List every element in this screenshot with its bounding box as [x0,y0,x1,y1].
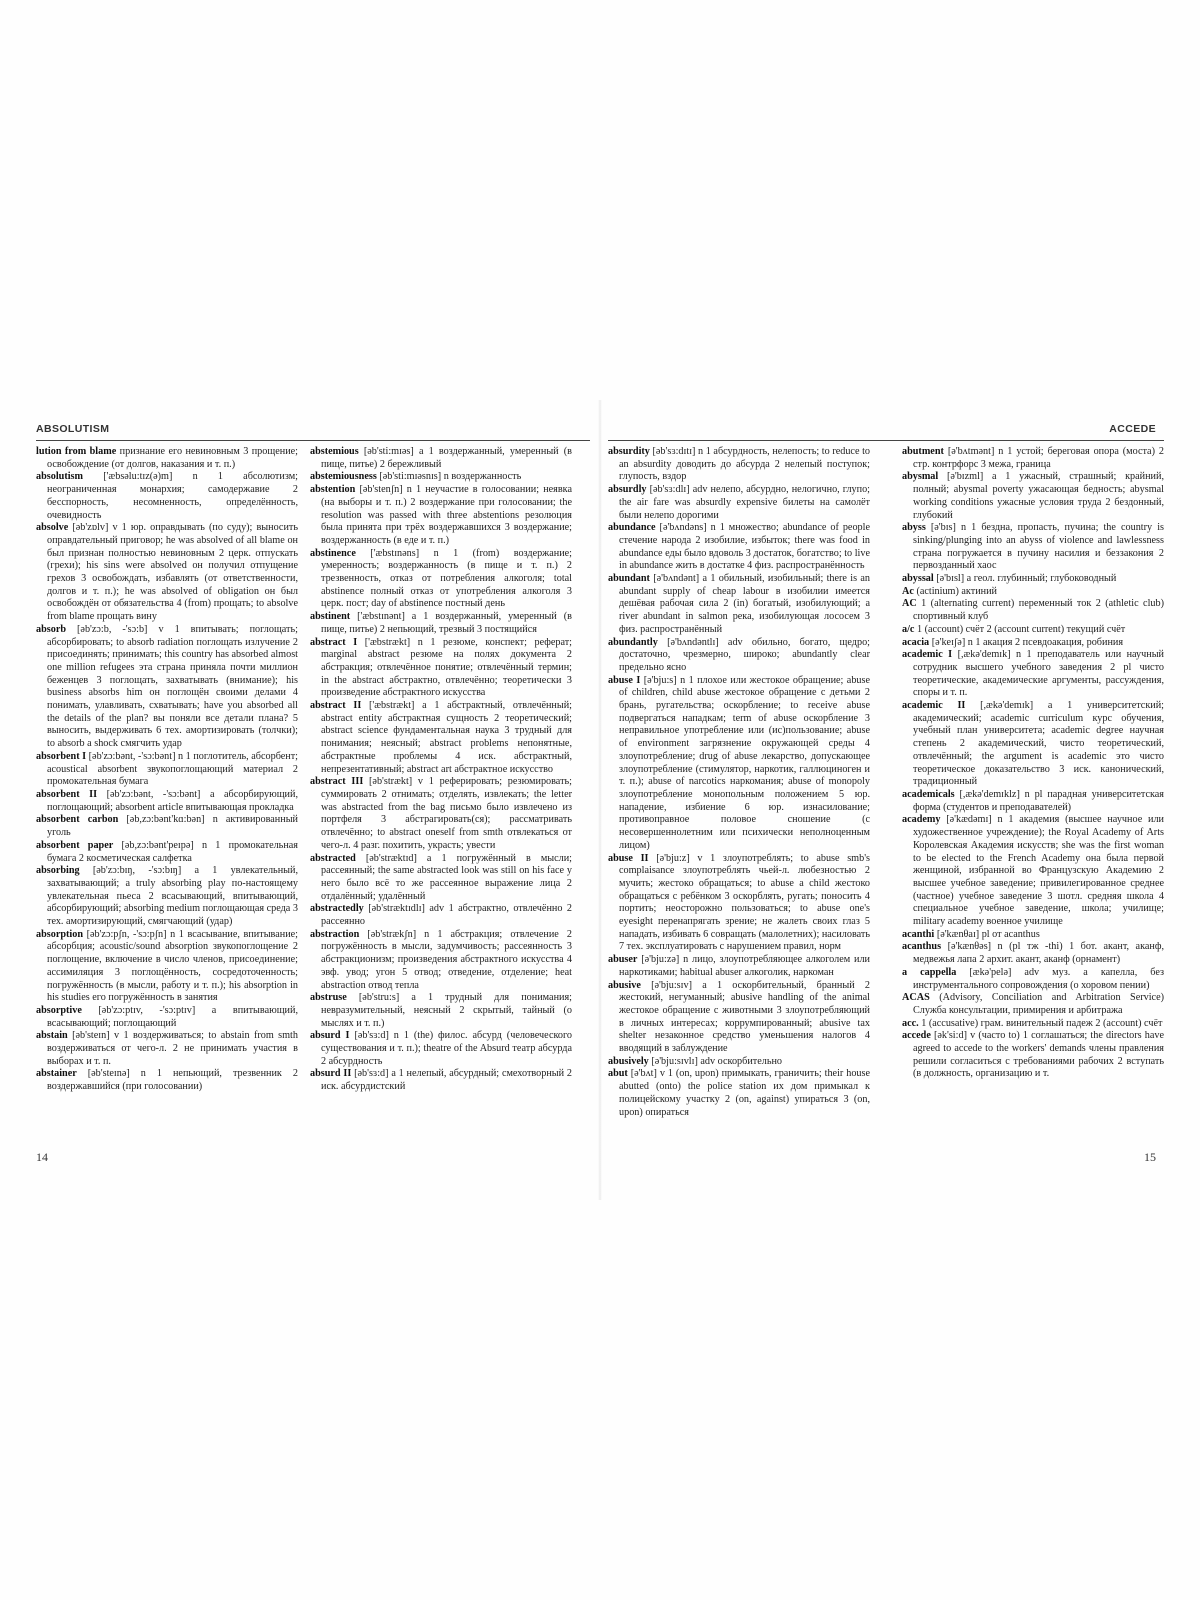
entry-headword: abstracted [310,852,356,864]
entry-headword: abstract II [310,700,362,712]
entry-headword: abundance [608,522,656,534]
running-head-right: ACCEDE [1109,423,1156,435]
page-number-right: 15 [1144,1150,1156,1164]
dictionary-entry [36,751,298,789]
entry-definition: [ə'bju:z] v 1 злоупотреблять; to abuse smb's complaisance злоупотреблять чьей-л. любезностью 2 мучить; жестоко обращаться; to abuse a child жестоко обращаться с ребёнком 3 оскорблять, ругать; поносить 4 портить; неосторожно пользоваться; to abuse one's eyesight перенапрягать зрение; не жалеть своих глаз 5 нападать, избивать 6 совращать (малолетних); насиловать 7 тех. эксплуатировать с нарушением правил, норм [619,852,870,953]
dictionary-entry [36,865,298,929]
entry-definition: [ə'bɪs] n 1 бездна, пропасть, пучина; the country is sinking/plunging into an abyss of violence and lawlessness страна погружается в пучину насилия и беззакония 2 первозданный хаос [913,522,1164,572]
dictionary-entry [902,1018,1164,1031]
dictionary-entry [902,637,1164,650]
entry-headword: academy [902,814,941,826]
entry-headword: absorbent I [36,750,87,762]
entry-definition: [ə'bʌndəns] n 1 множество; abundance of people стечение народа 2 изобилие, избыток; there was food in abundance еды было вдоволь 3 достаток, богатство; to live in abundance жить в достатке 4 физ. распространённость [619,522,870,572]
right-page [600,418,1190,1198]
entry-definition: [ækə'pelə] adv муз. а капелла, без инструментального сопровождения (о хоровом пении) [913,966,1164,991]
entry-headword: academicals [902,788,955,800]
entry-headword: absurdly [608,484,647,496]
dictionary-entry [310,929,572,993]
entry-headword: abusively [608,1055,649,1067]
entry-headword: abutment [902,446,944,457]
entry-headword: Ac [902,585,914,597]
entry-headword: lution from blame [36,446,117,457]
dictionary-entry [310,992,572,1030]
dictionary-entry [36,522,298,624]
entry-headword: abstinent [310,611,351,623]
entry-headword: absorbing [36,865,80,877]
entry-headword: ACAS [902,992,930,1004]
entry-definition: [ə'bju:sɪvlɪ] adv оскорбительно [648,1055,783,1067]
entry-headword: acanthi [902,928,935,940]
entry-headword: abstruse [310,992,347,1004]
dictionary-entry [902,598,1164,623]
entry-definition: [ə'bju:s] n 1 плохое или жестокое обращение; abuse of children, child abuse жестокое обращение с детьми 2 брань, ругательства; оскорбление; to receive abuse подвергаться нападкам; term of abuse оскорбление 3 неправильное употребление или (ис)пользование; abuse of environment загрязнение окружающей среды 4 злоупотребление; drug of abuse лекарство, допускающее злоупотребление (стимулятор, наркотик, галлюциноген и т. п.); abuse of narcotics наркомания; abuse of monopoly злоупотребление монопольным положением 5 юр. нападение, избиение 6 юр. изнасилование; противоправное половое сношение (с несовершеннолетним или психически неполноценным лицом) [619,674,870,851]
entry-headword: absorbent II [36,788,98,800]
entry-definition: [əb'sɜ:d] n 1 (the) филос. абсурд (человеческого существования и т. п.); theatre of the Absurd театр абсурда 2 абсурдность [321,1030,572,1067]
entry-headword: a cappella [902,966,957,978]
dictionary-entry [36,840,298,865]
entry-definition: [əb'strækt] v 1 реферировать; резюмировать; суммировать 2 отнимать; отделять, извлекать; the letter was abstracted from the bag письмо было извлечено из портфеля 3 абстрагировать(ся); рассматривать отвлечённо; to abstract oneself from smth отвлекаться от чего-л. 4 разг. похитить, украсть; увести [321,776,572,851]
entry-definition: [ə'bɪzml] a 1 ужасный, страшный; крайний, полный; abysmal poverty ужасающая бедность; abysmal working conditions ужасные условия труда 2 бездонный, глубокий [913,471,1164,521]
entry-definition: [,ækə'demɪk] n 1 преподаватель или научный сотрудник высшего учебного заведения 2 pl чисто теоретические, академические аргументы, рассуждения, споры и т. п. [913,649,1164,699]
dictionary-entry [608,1068,870,1119]
entry-headword: abstinence [310,547,356,559]
entry-definition: ['æbstɪnənt] a 1 воздержанный, умеренный (в пище, питье) 2 непьющий, трезвый 3 постящийся [321,611,572,635]
entry-definition: [əb'stræktɪdlɪ] adv 1 абстрактно, отвлечённо 2 рассеянно [321,903,572,928]
dictionary-entry [902,814,1164,928]
dictionary-entry [902,789,1164,814]
dictionary-entry [902,967,1164,992]
entry-definition: [əb'sɜ:dɪtɪ] n 1 абсурдность, нелепость; to reduce to an absurdity доводить до абсурда 2 нелепый поступок; глупость, вздор [619,446,870,483]
entry-headword: absorbent paper [36,839,114,851]
dictionary-entry [608,573,870,637]
entry-definition: признание его невиновным 3 прощение; освобождение (от долгов, наказания и т. п.) [47,446,298,470]
entry-headword: abuse I [608,674,641,686]
dictionary-entry [902,649,1164,700]
entry-definition: [ə'bʌt] v 1 (on, upon) примыкать, граничить; their house abutted (onto) the police station их дом примыкал к полицейскому участку 2 (on, against) упираться 3 (on, upon) опираться [619,1068,870,1118]
running-head-left: ABSOLUTISM [36,423,110,435]
entry-definition: 1 (account) счёт 2 (account current) текущий счёт [914,623,1126,635]
entry-headword: abysmal [902,471,939,483]
dictionary-entry [902,1030,1164,1081]
dictionary-entry [902,929,1164,942]
entry-headword: abstainer [36,1068,77,1080]
dictionary-entry [902,522,1164,573]
entry-definition: [əb'sti:mɪəsnɪs] n воздержанность [376,471,522,483]
entry-headword: abundant [608,573,650,585]
entry-headword: absurdity [608,446,650,457]
entry-headword: abundantly [608,636,658,648]
entry-definition: [ə'kænθəs] n (pl тж -thi) 1 бот. акант, аканф, медвежья лапа 2 архит. акант, аканф (орнамент) [913,941,1164,966]
entry-definition: [əb,zɔ:bənt'kɑ:bən] n активированный уголь [47,814,298,839]
dictionary-entry [608,522,870,573]
entry-definition: [ə'keɪʃə] n 1 акация 2 псевдоакация, робиния [929,636,1124,648]
entry-definition: [əb'zɔ:pʃn, -'sɔ:pʃn] n 1 всасывание, впитывание; абсорбция; acoustic/sound absorption звукопоглощение 2 поглощение, включение в число членов, присоединение; ассимиляция 3 поглощённость, сосредоточенность; погружённость (в мысли, работу и т. п.); his absorption in his studies его погружённость в занятия [47,928,298,1004]
page-number-left: 14 [36,1150,48,1164]
dictionary-entry [36,789,298,814]
entry-headword: abstract III [310,776,364,788]
dictionary-entry [608,980,870,1056]
entry-definition: [əb'sti:mɪəs] a 1 воздержанный, умеренный (в пище, питье) 2 бережливый [321,446,572,470]
entry-definition: ['æbsəlu:tɪz(ə)m] n 1 абсолютизм; неограниченная монархия; самодержавие 2 бесспорность, несомненность, определённость, очевидность [47,471,298,521]
dictionary-entry [36,471,298,522]
entry-headword: abstention [310,484,356,496]
entry-definition: [,ækə'demɪk] a 1 университетский; академический; academic curriculum курс обучения, учебный план университета; academic degree научная степень 2 академический, чисто теоретический, отвлечённый; the argument is academic это чисто теоретическое доказательство 3 иск. канонический, традиционный [913,700,1164,788]
entry-headword: abstraction [310,928,360,940]
entry-headword: absurd I [310,1030,350,1042]
dictionary-entry [310,700,572,776]
entry-definition: (Advisory, Conciliation and Arbitration Service) Служба консультации, примирения и арбитража [913,992,1164,1016]
dictionary-entry [902,624,1164,637]
entry-headword: academic I [902,649,953,661]
entry-headword: acc. [902,1017,919,1029]
entry-headword: abuser [608,954,638,966]
dictionary-entry [310,1030,572,1068]
dictionary-entry [310,611,572,636]
entry-definition: [ə'bɪsl] a геол. глубинный; глубоководный [933,573,1117,585]
dictionary-entry [608,637,870,675]
entry-headword: acanthus [902,941,942,953]
entry-definition: [ə'bʌtmənt] n 1 устой; береговая опора (моста) 2 стр. контрфорс 3 межа, граница [913,446,1164,470]
entry-definition: [əb,zɔ:bənt'peɪpə] n 1 промокательная бумага 2 косметическая салфетка [47,839,298,864]
dictionary-entry [310,548,572,612]
entry-headword: absolve [36,522,69,534]
dictionary-entry [36,624,298,751]
left-page-column-2 [310,446,572,1146]
header-rule-right [608,440,1164,441]
entry-definition: [ə'bju:zə] n лицо, злоупотребляющее алкоголем или наркотиками; habitual abuser алкоголик, наркоман [619,954,870,978]
dictionary-entry [902,446,1164,471]
entry-definition: [əb'zɔ:ptɪv, -'sɔ:ptɪv] a впитывающий, всасывающий; поглощающий [47,1004,298,1029]
dictionary-entry [902,573,1164,586]
dictionary-entry [36,1068,298,1093]
right-page-column-2 [902,446,1164,1146]
dictionary-entry [902,941,1164,966]
entry-definition: [əb'zɔ:bənt, -'sɔ:bənt] a абсорбирующий, поглощающий; absorbent article впитывающая прокладка [47,788,298,813]
entry-definition: [əb'sɜ:d] a 1 нелепый, абсурдный; смехотворный 2 иск. абсурдистский [321,1068,572,1093]
entry-definition: [əb'stenʃn] n 1 неучастие в голосовании; неявка (на выборы и т. п.) 2 воздержание при голосовании; the resolution was passed with three abstentions резолюция была принята при трёх воздержавшихся 3 воздержание; воздержанность (в еде и т. п.) [321,484,572,546]
dictionary-entry [902,471,1164,522]
entry-definition: [,ækə'demɪklz] n pl парадная университетская форма (студентов и преподавателей) [913,788,1164,813]
dictionary-entry [36,446,298,471]
entry-definition: [əb'stru:s] a 1 трудный для понимания; невразумительный, неясный 2 скрытый, тайный (о мыслях и т. п.) [321,992,572,1029]
entry-definition: 1 (accusative) грам. винительный падеж 2 (account) счёт [918,1017,1163,1029]
header-rule-left [36,440,590,441]
entry-definition: [əb'zɔ:bənt, -'sɔ:bənt] n 1 поглотитель, абсорбент; acoustical absorbent звукопоглощающий материал 2 промокательная бумага [47,750,298,788]
dictionary-entry [608,446,870,484]
entry-definition: [ə'bʌndənt] a 1 обильный, изобильный; there is an abundant supply of cheap labour в изобилии имеется дешёвая рабочая сила 2 (in) богатый, изобилующий; a river abundant in salmon река, изобилующая лососем 3 физ. распространённый [619,573,870,635]
entry-headword: absorptive [36,1004,82,1016]
entry-headword: absorb [36,623,67,635]
entry-definition: [əb'zɔ:b, -'sɔ:b] v 1 впитывать; поглощать; абсорбировать; to absorb radiation поглощать излучение 2 присоединять; принимать; this country has absorbed almost one million refugees эта страна приняла почти миллион беженцев 3 поглощать, захватывать (внимание); his business absorbs him он поглощён своими делами 4 понимать, улавливать, схватывать; have you absorbed all the details of the plan? вы поняли все детали плана? 5 выносить, выдерживать 6 тех. амортизировать (толчки); to absorb a shock смягчить удар [47,623,298,750]
entry-definition: [ək'si:d] v (часто to) 1 соглашаться; the directors have agreed to accede to the workers' demands члены правления решили согласиться с требованиями рабочих 2 вступать (в должность, организацию и т. [913,1030,1164,1080]
entry-headword: absorption [36,928,83,940]
entry-definition: [ə'bju:sɪv] a 1 оскорбительный, бранный 2 жестокий, негуманный; abusive handling of the animal жестокое обращение с животными 3 злоупотребляющий в личных интересах; коррумпированный; abusive tax shelter незаконное средство уменьшения налогов 4 вводящий в заблуждение [619,979,870,1055]
dictionary-entry [310,903,572,928]
entry-definition: 1 (alternating current) переменный ток 2 (athletic club) спортивный клуб [913,598,1164,623]
entry-definition: [əb'zɒlv] v 1 юр. оправдывать (по суду); выносить оправдательный приговор; he was absolved of all blame он был признан полностью невиновным 2 церк. отпускать (грехи); his sins were absolved он получил отпущение грехов 3 освобождать, избавлять (от ответственности, долгов и т. п.); he was absolved of obligation он был освобождён от обязательства 4 (from) прощать; to absolve from blame прощать вину [47,522,298,623]
dictionary-entry [608,484,870,522]
entry-headword: abyss [902,522,926,534]
entry-definition: [əb'sɜ:dlɪ] adv нелепо, абсурдно, нелогично, глупо; the air fare was absurdly expensive билеты на самолёт были нелепо дорогими [619,484,870,521]
dictionary-entry [902,586,1164,599]
entry-definition: [əb'stræktɪd] a 1 погружённый в мысли; рассеянный; the same abstracted look was still on his face у него было всё то же рассеянное выражение лица 2 отдалённый; удалённый [321,852,572,902]
entry-definition: (actinium) актиний [913,585,998,597]
entry-headword: abut [608,1068,628,1080]
dictionary-entry [310,446,572,471]
dictionary-entry [902,992,1164,1017]
dictionary-entry [608,954,870,979]
entry-headword: abstract I [310,636,358,648]
entry-definition: [ə'kænθaɪ] pl от acanthus [934,928,1040,940]
right-page-column-1 [608,446,870,1146]
dictionary-entry [310,637,572,701]
entry-headword: AC [902,598,917,610]
dictionary-entry [310,853,572,904]
entry-headword: abuse II [608,852,649,864]
dictionary-entry [608,853,870,955]
entry-headword: absolutism [36,471,83,483]
entry-headword: absurd II [310,1068,352,1080]
entry-definition: [ə'bʌndəntlɪ] adv обильно, богато, щедро; достаточно, чрезмерно, широко; abundantly clear предельно ясно [619,636,870,673]
entry-definition: [əb'strækʃn] n 1 абстракция; отвлечение 2 погружённость в мысли, задумчивость; рассеянность 3 абстракционизм; произведения абстрактного искусства 4 эвф. увод; угон 5 отвод; отведение, отделение; heat abstraction отвод тепла [321,928,572,991]
left-page [0,418,590,1198]
entry-headword: abyssal [902,573,934,585]
entry-definition: ['æbstrækt] n 1 резюме, конспект; реферат; marginal abstract резюме на полях документа 2 абстракция; отвлечённое понятие; отвлечённый термин; in the abstract абстрактно, отвлечённо; теоретически 3 произведение абстрактного искусства [321,636,572,699]
entry-headword: abusive [608,979,641,991]
entry-definition: ['æbstɪnəns] n 1 (from) воздержание; умеренность; воздержанность (в пище и т. п.) 2 трезвенность, отказ от потребления алкоголя; total abstinence полный отказ от употребления алкоголя 3 церк. пост; day of abstinence постный день [321,547,572,610]
dictionary-entry [608,1056,870,1069]
entry-headword: abstemiousness [310,471,377,483]
entry-definition: ['æbstrækt] a 1 абстрактный, отвлечённый; abstract entity абстрактная сущность 2 теоретический; abstract science фундаментальная наука 3 трудный для понимания; неясный; abstract problems непонятные, абстрактные проблемы 4 иск. абстрактный, непрезентативный; abstract art абстрактное искусство [321,700,572,775]
entry-headword: acacia [902,636,930,648]
dictionary-entry [36,929,298,1005]
dictionary-entry [608,675,870,853]
dictionary-entry [310,776,572,852]
entry-definition: [ə'kædəmɪ] n 1 академия (высшее научное или художественное учреждение); the Royal Academy of Arts Королевская Академия искусств; she was the first woman to be elected to the French Academy она была первой женщиной, избранной во Французскую Академию 2 высшее учебное заведение; привилегированное среднее (частное) учебное заведение 3 шотл. средняя школа 4 специальное учебное заведение, школа; училище; military academy военное училище [913,814,1164,928]
dictionary-entry [36,814,298,839]
entry-headword: academic II [902,700,966,712]
entry-headword: abstemious [310,446,359,457]
entry-headword: absorbent carbon [36,814,119,826]
dictionary-entry [902,700,1164,789]
left-page-column-1 [36,446,298,1146]
entry-definition: [əb'zɔ:bɪŋ, -'sɔ:bɪŋ] a 1 увлекательный, захватывающий; a truly absorbing play по-настоящему увлекательная пьеса 2 всасывающий, впитывающий, абсорбирующий; absorbing medium поглощающая среда 3 тех. амортизирующий, смягчающий (удар) [47,865,298,928]
entry-headword: accede [902,1030,931,1042]
entry-headword: abstain [36,1030,68,1042]
dictionary-entry [36,1030,298,1068]
dictionary-entry [310,471,572,484]
dictionary-entry [310,484,572,548]
entry-definition: [əb'steɪn] v 1 воздерживаться; to abstain from smth воздерживаться от чего-л. 2 не принимать участия в выборах и т. п. [47,1030,298,1067]
entry-headword: abstractedly [310,903,364,915]
dictionary-entry [310,1068,572,1093]
dictionary-entry [36,1005,298,1030]
entry-definition: [əb'steɪnə] n 1 непьющий, трезвенник 2 воздержавшийся (при голосовании) [47,1068,298,1093]
entry-headword: a/c [902,623,915,635]
